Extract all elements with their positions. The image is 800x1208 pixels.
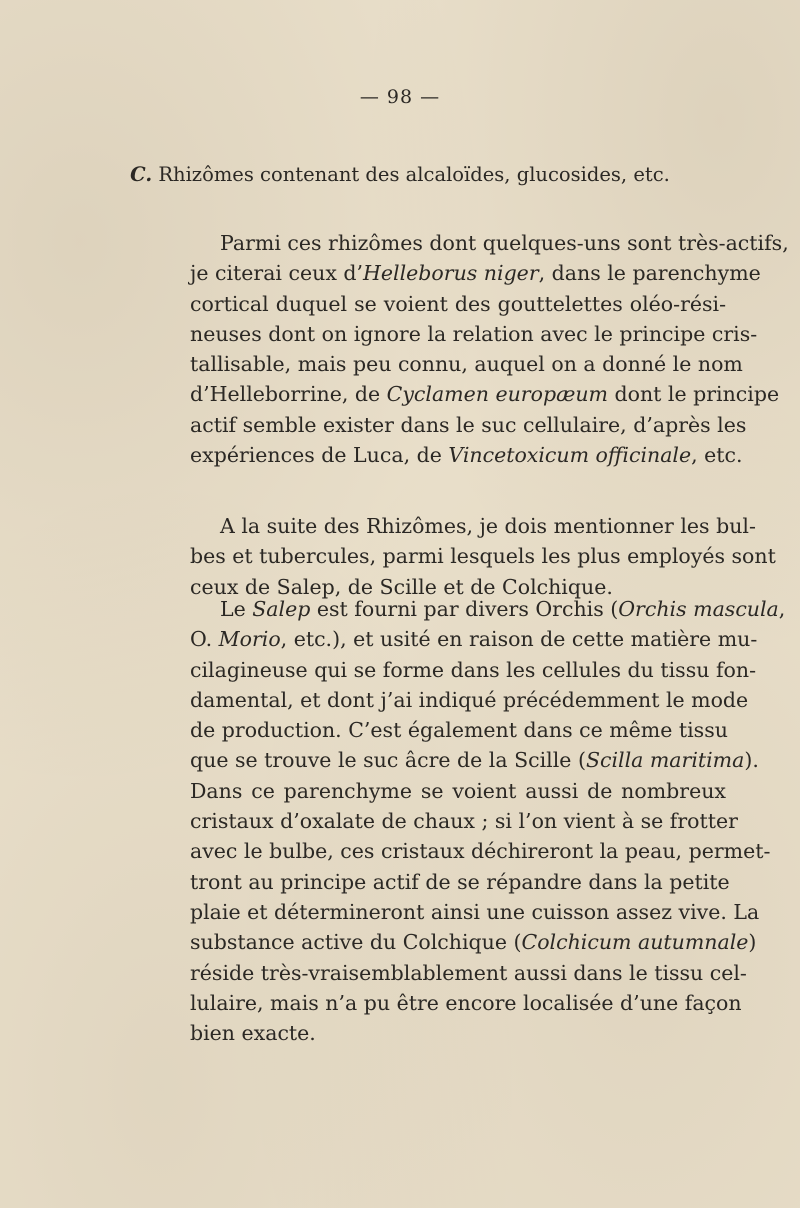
text-line: bes et tubercules, parmi lesquels les plus employés sont: [190, 544, 776, 569]
text-line: avec le bulbe, ces cristaux déchireront la peau, permet-: [190, 839, 771, 864]
text-line: cilagineuse qui se forme dans les cellules du tissu fon-: [190, 657, 757, 682]
italic-term: Cyclamen europæum: [386, 382, 608, 407]
text-line: actif semble exister dans le suc cellulaire, d’après les: [190, 412, 747, 437]
section-heading: [0, 163, 800, 186]
text-line: tront au principe actif de se répandre dans la petite: [190, 869, 730, 894]
text-line: expériences de Luca, de Vincetoxicum officinale, etc.: [190, 443, 743, 468]
text-line: ceux de Salep, de Scille et de Colchique.: [190, 574, 613, 599]
italic-term: Helleborus niger: [363, 261, 539, 286]
text-line: cristaux d’oxalate de chaux ; si l’on vient à se frotter: [190, 809, 738, 834]
text-line: tallisable, mais peu connu, auquel on a donné le nom: [190, 352, 743, 377]
text-line: Parmi ces rhizômes dont quelques-uns sont très-actifs,: [220, 231, 789, 255]
section-letter: C.: [130, 163, 153, 186]
italic-term: Colchicum autumnale: [521, 930, 749, 955]
text-line: substance active du Colchique (Colchicum autumnale): [190, 930, 757, 955]
text-line: neuses dont on ignore la relation avec le principe cris-: [190, 321, 758, 346]
text-line: Dans ce parenchyme se voient aussi de nombreux: [190, 778, 726, 803]
text-line: que se trouve le suc âcre de la Scille (Scilla maritima).: [190, 748, 759, 773]
text-line: cortical duquel se voient des gouttelettes oléo-rési-: [190, 291, 726, 316]
italic-term: Scilla maritima: [585, 748, 745, 773]
italic-term: Orchis mascula: [618, 597, 779, 621]
paragraph-2: [190, 511, 776, 602]
text-line: A la suite des Rhizômes, je dois mentionner les bul-: [220, 514, 756, 538]
text-line: je citerai ceux d’Helleborus niger, dans le parenchyme: [190, 261, 761, 286]
section-title: Rhizômes contenant des alcaloïdes, glucosides, etc.: [158, 163, 670, 186]
text-line: Le Salep est fourni par divers Orchis (Orchis mascula,: [220, 597, 786, 621]
text-line: damental, et dont j’ai indiqué précédemment le mode: [190, 687, 749, 712]
text-line: O. Morio, etc.), et usité en raison de cette matière mu-: [190, 627, 758, 652]
text-line: d’Helleborrine, de Cyclamen europæum dont le principe: [190, 382, 780, 407]
italic-term: Salep: [252, 597, 311, 621]
paragraph-1: [190, 228, 789, 470]
text-line: lulaire, mais n’a pu être encore localisée d’une façon: [190, 990, 742, 1015]
italic-term: Vincetoxicum officinale: [448, 443, 692, 468]
text-line: bien exacte.: [190, 1021, 316, 1046]
paragraph-3: [190, 594, 786, 1048]
text-line: de production. C’est également dans ce même tissu: [190, 718, 728, 743]
text-line: réside très-vraisemblablement aussi dans le tissu cel-: [190, 960, 747, 985]
italic-term: Morio: [218, 627, 281, 652]
page-number: — 98 —: [359, 86, 441, 108]
text-line: plaie et détermineront ainsi une cuisson assez vive. La: [190, 899, 760, 924]
